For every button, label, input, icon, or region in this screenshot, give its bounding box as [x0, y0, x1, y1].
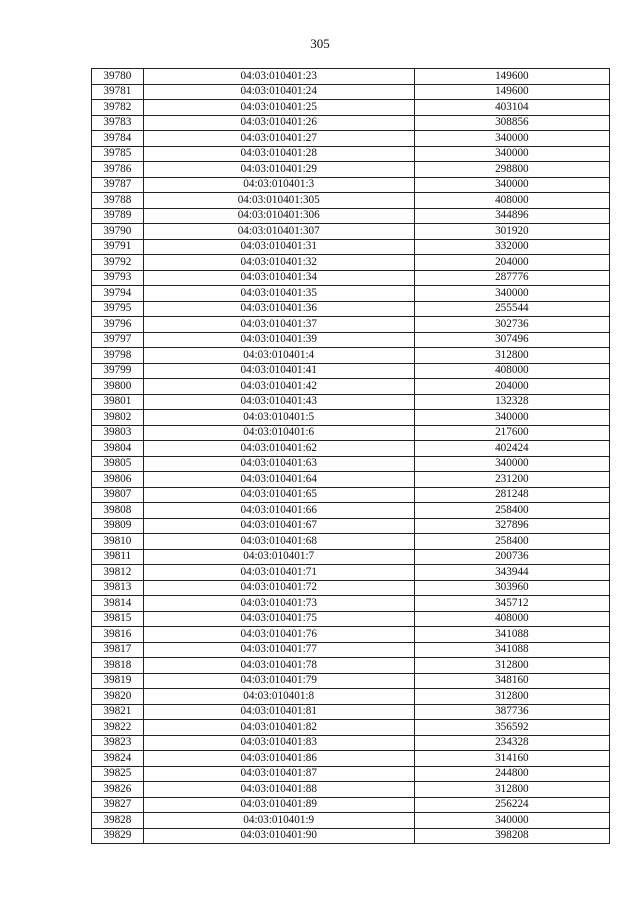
cadastral-value-cell: 408000: [414, 611, 609, 627]
cadastral-number-cell: 04:03:010401:29: [143, 162, 414, 178]
table-row: [92, 797, 610, 813]
cadastral-value-cell: 308856: [414, 115, 609, 131]
cadastral-number-cell: 04:03:010401:26: [143, 115, 414, 131]
row-number-cell: 39818: [92, 658, 144, 674]
cadastral-value-cell: 332000: [414, 239, 609, 255]
cadastral-number-cell: 04:03:010401:28: [143, 146, 414, 162]
table-row: [92, 813, 610, 829]
cadastral-value-table: [91, 68, 610, 844]
cadastral-value-cell: 303960: [414, 580, 609, 596]
row-number-cell: 39780: [92, 69, 144, 85]
row-number-cell: 39813: [92, 580, 144, 596]
cadastral-number-cell: 04:03:010401:87: [143, 766, 414, 782]
table-row: [92, 379, 610, 395]
table-row: [92, 549, 610, 565]
row-number-cell: 39799: [92, 363, 144, 379]
cadastral-value-cell: 345712: [414, 596, 609, 612]
cadastral-number-cell: 04:03:010401:89: [143, 797, 414, 813]
cadastral-value-cell: 149600: [414, 69, 609, 85]
table-row: [92, 689, 610, 705]
cadastral-value-cell: 340000: [414, 286, 609, 302]
row-number-cell: 39816: [92, 627, 144, 643]
cadastral-value-cell: 244800: [414, 766, 609, 782]
table-row: [92, 410, 610, 426]
table-row: [92, 518, 610, 534]
cadastral-value-cell: 340000: [414, 177, 609, 193]
cadastral-value-cell: 340000: [414, 146, 609, 162]
cadastral-number-cell: 04:03:010401:32: [143, 255, 414, 271]
cadastral-value-cell: 255544: [414, 301, 609, 317]
row-number-cell: 39819: [92, 673, 144, 689]
row-number-cell: 39801: [92, 394, 144, 410]
cadastral-number-cell: 04:03:010401:23: [143, 69, 414, 85]
row-number-cell: 39794: [92, 286, 144, 302]
table-row: [92, 642, 610, 658]
cadastral-value-cell: 340000: [414, 131, 609, 147]
table-row: [92, 100, 610, 116]
cadastral-value-cell: 387736: [414, 704, 609, 720]
table-row: [92, 441, 610, 457]
cadastral-number-cell: 04:03:010401:8: [143, 689, 414, 705]
table-row: [92, 394, 610, 410]
row-number-cell: 39785: [92, 146, 144, 162]
row-number-cell: 39808: [92, 503, 144, 519]
row-number-cell: 39821: [92, 704, 144, 720]
row-number-cell: 39797: [92, 332, 144, 348]
table-row: [92, 611, 610, 627]
row-number-cell: 39792: [92, 255, 144, 271]
cadastral-value-cell: 258400: [414, 503, 609, 519]
table-row: [92, 270, 610, 286]
table-row: [92, 565, 610, 581]
row-number-cell: 39783: [92, 115, 144, 131]
table-row: [92, 177, 610, 193]
row-number-cell: 39811: [92, 549, 144, 565]
table-row: [92, 425, 610, 441]
table-row: [92, 255, 610, 271]
cadastral-number-cell: 04:03:010401:39: [143, 332, 414, 348]
cadastral-number-cell: 04:03:010401:64: [143, 472, 414, 488]
row-number-cell: 39803: [92, 425, 144, 441]
cadastral-number-cell: 04:03:010401:72: [143, 580, 414, 596]
table-row: [92, 472, 610, 488]
cadastral-value-cell: 204000: [414, 379, 609, 395]
table-row: [92, 828, 610, 844]
cadastral-value-cell: 341088: [414, 642, 609, 658]
table-row: [92, 146, 610, 162]
cadastral-value-cell: 281248: [414, 487, 609, 503]
cadastral-value-cell: 301920: [414, 224, 609, 240]
cadastral-value-cell: 340000: [414, 813, 609, 829]
cadastral-number-cell: 04:03:010401:307: [143, 224, 414, 240]
cadastral-value-cell: 231200: [414, 472, 609, 488]
cadastral-value-cell: 258400: [414, 534, 609, 550]
table-row: [92, 239, 610, 255]
cadastral-value-cell: 298800: [414, 162, 609, 178]
row-number-cell: 39796: [92, 317, 144, 333]
table-row: [92, 673, 610, 689]
cadastral-value-cell: 312800: [414, 348, 609, 364]
table-row: [92, 720, 610, 736]
cadastral-value-cell: 343944: [414, 565, 609, 581]
row-number-cell: 39815: [92, 611, 144, 627]
table-row: [92, 766, 610, 782]
row-number-cell: 39791: [92, 239, 144, 255]
table-row: [92, 580, 610, 596]
row-number-cell: 39795: [92, 301, 144, 317]
cadastral-number-cell: 04:03:010401:36: [143, 301, 414, 317]
cadastral-value-cell: 340000: [414, 456, 609, 472]
row-number-cell: 39822: [92, 720, 144, 736]
cadastral-number-cell: 04:03:010401:41: [143, 363, 414, 379]
cadastral-value-cell: 217600: [414, 425, 609, 441]
row-number-cell: 39806: [92, 472, 144, 488]
cadastral-value-cell: 402424: [414, 441, 609, 457]
cadastral-value-cell: 256224: [414, 797, 609, 813]
cadastral-number-cell: 04:03:010401:65: [143, 487, 414, 503]
cadastral-value-cell: 408000: [414, 363, 609, 379]
cadastral-number-cell: 04:03:010401:27: [143, 131, 414, 147]
table-row: [92, 332, 610, 348]
cadastral-number-cell: 04:03:010401:83: [143, 735, 414, 751]
row-number-cell: 39804: [92, 441, 144, 457]
row-number-cell: 39800: [92, 379, 144, 395]
page-number: 305: [310, 36, 330, 51]
cadastral-number-cell: 04:03:010401:306: [143, 208, 414, 224]
row-number-cell: 39820: [92, 689, 144, 705]
row-number-cell: 39826: [92, 782, 144, 798]
cadastral-value-cell: 312800: [414, 689, 609, 705]
table-row: [92, 503, 610, 519]
cadastral-value-cell: 204000: [414, 255, 609, 271]
cadastral-number-cell: 04:03:010401:71: [143, 565, 414, 581]
cadastral-value-cell: 341088: [414, 627, 609, 643]
cadastral-number-cell: 04:03:010401:86: [143, 751, 414, 767]
row-number-cell: 39827: [92, 797, 144, 813]
row-number-cell: 39828: [92, 813, 144, 829]
table-row: [92, 627, 610, 643]
row-number-cell: 39805: [92, 456, 144, 472]
cadastral-number-cell: 04:03:010401:25: [143, 100, 414, 116]
cadastral-value-cell: 398208: [414, 828, 609, 844]
cadastral-number-cell: 04:03:010401:9: [143, 813, 414, 829]
cadastral-number-cell: 04:03:010401:42: [143, 379, 414, 395]
table-row: [92, 162, 610, 178]
table-row: [92, 348, 610, 364]
cadastral-number-cell: 04:03:010401:73: [143, 596, 414, 612]
cadastral-number-cell: 04:03:010401:88: [143, 782, 414, 798]
table-row: [92, 363, 610, 379]
row-number-cell: 39784: [92, 131, 144, 147]
table-row: [92, 286, 610, 302]
cadastral-number-cell: 04:03:010401:6: [143, 425, 414, 441]
cadastral-number-cell: 04:03:010401:43: [143, 394, 414, 410]
table-row: [92, 301, 610, 317]
cadastral-number-cell: 04:03:010401:78: [143, 658, 414, 674]
row-number-cell: 39802: [92, 410, 144, 426]
row-number-cell: 39793: [92, 270, 144, 286]
cadastral-value-cell: 344896: [414, 208, 609, 224]
cadastral-number-cell: 04:03:010401:81: [143, 704, 414, 720]
cadastral-number-cell: 04:03:010401:5: [143, 410, 414, 426]
cadastral-number-cell: 04:03:010401:75: [143, 611, 414, 627]
cadastral-number-cell: 04:03:010401:66: [143, 503, 414, 519]
cadastral-value-cell: 314160: [414, 751, 609, 767]
row-number-cell: 39814: [92, 596, 144, 612]
cadastral-value-cell: 312800: [414, 782, 609, 798]
table-row: [92, 487, 610, 503]
table-row: [92, 193, 610, 209]
cadastral-value-cell: 234328: [414, 735, 609, 751]
table-row: [92, 751, 610, 767]
cadastral-number-cell: 04:03:010401:68: [143, 534, 414, 550]
row-number-cell: 39782: [92, 100, 144, 116]
cadastral-number-cell: 04:03:010401:35: [143, 286, 414, 302]
cadastral-value-cell: 356592: [414, 720, 609, 736]
table-row: [92, 596, 610, 612]
cadastral-number-cell: 04:03:010401:4: [143, 348, 414, 364]
table-row: [92, 534, 610, 550]
cadastral-number-cell: 04:03:010401:76: [143, 627, 414, 643]
row-number-cell: 39812: [92, 565, 144, 581]
row-number-cell: 39789: [92, 208, 144, 224]
row-number-cell: 39781: [92, 84, 144, 100]
table-row: [92, 456, 610, 472]
cadastral-number-cell: 04:03:010401:24: [143, 84, 414, 100]
cadastral-value-cell: 307496: [414, 332, 609, 348]
cadastral-value-cell: 287776: [414, 270, 609, 286]
table-row: [92, 84, 610, 100]
cadastral-number-cell: 04:03:010401:90: [143, 828, 414, 844]
cadastral-number-cell: 04:03:010401:67: [143, 518, 414, 534]
cadastral-number-cell: 04:03:010401:3: [143, 177, 414, 193]
cadastral-number-cell: 04:03:010401:77: [143, 642, 414, 658]
cadastral-value-cell: 408000: [414, 193, 609, 209]
cadastral-value-cell: 149600: [414, 84, 609, 100]
row-number-cell: 39807: [92, 487, 144, 503]
table-row: [92, 69, 610, 85]
cadastral-number-cell: 04:03:010401:31: [143, 239, 414, 255]
cadastral-value-cell: 327896: [414, 518, 609, 534]
row-number-cell: 39829: [92, 828, 144, 844]
cadastral-number-cell: 04:03:010401:79: [143, 673, 414, 689]
row-number-cell: 39825: [92, 766, 144, 782]
cadastral-value-cell: 200736: [414, 549, 609, 565]
table-row: [92, 782, 610, 798]
cadastral-value-cell: 403104: [414, 100, 609, 116]
table-row: [92, 115, 610, 131]
cadastral-number-cell: 04:03:010401:82: [143, 720, 414, 736]
row-number-cell: 39824: [92, 751, 144, 767]
cadastral-value-cell: 340000: [414, 410, 609, 426]
table-body: [92, 69, 610, 844]
cadastral-value-cell: 312800: [414, 658, 609, 674]
cadastral-number-cell: 04:03:010401:305: [143, 193, 414, 209]
row-number-cell: 39798: [92, 348, 144, 364]
row-number-cell: 39788: [92, 193, 144, 209]
row-number-cell: 39786: [92, 162, 144, 178]
cadastral-value-cell: 302736: [414, 317, 609, 333]
row-number-cell: 39809: [92, 518, 144, 534]
cadastral-value-cell: 348160: [414, 673, 609, 689]
cadastral-number-cell: 04:03:010401:63: [143, 456, 414, 472]
table-row: [92, 704, 610, 720]
cadastral-number-cell: 04:03:010401:34: [143, 270, 414, 286]
table-row: [92, 208, 610, 224]
table-row: [92, 735, 610, 751]
row-number-cell: 39817: [92, 642, 144, 658]
cadastral-number-cell: 04:03:010401:37: [143, 317, 414, 333]
row-number-cell: 39810: [92, 534, 144, 550]
table-row: [92, 658, 610, 674]
table-row: [92, 224, 610, 240]
cadastral-value-cell: 132328: [414, 394, 609, 410]
table-row: [92, 317, 610, 333]
cadastral-number-cell: 04:03:010401:7: [143, 549, 414, 565]
row-number-cell: 39823: [92, 735, 144, 751]
cadastral-number-cell: 04:03:010401:62: [143, 441, 414, 457]
row-number-cell: 39787: [92, 177, 144, 193]
table-row: [92, 131, 610, 147]
row-number-cell: 39790: [92, 224, 144, 240]
